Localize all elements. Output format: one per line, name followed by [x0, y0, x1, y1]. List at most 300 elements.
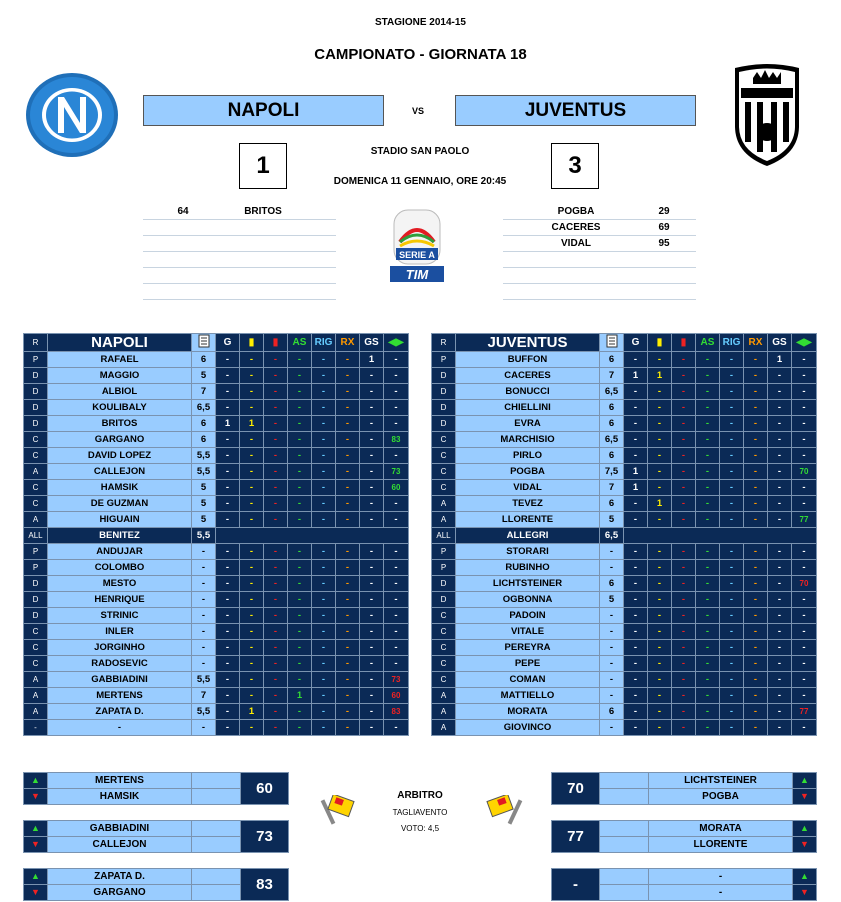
player-assists: -	[288, 480, 312, 496]
player-red: -	[672, 432, 696, 448]
player-goals: -	[624, 544, 648, 560]
player-name: STRINIC	[48, 608, 192, 624]
away-players-table	[431, 333, 817, 736]
player-row	[24, 416, 409, 432]
player-name: GABBIADINI	[48, 672, 192, 688]
player-role: D	[432, 416, 456, 432]
player-penalties: -	[720, 416, 744, 432]
player-sub-minute: -	[384, 544, 409, 560]
player-goals-conceded: -	[360, 624, 384, 640]
player-yellow: -	[240, 400, 264, 416]
player-goals: -	[216, 720, 240, 736]
player-assists: -	[288, 512, 312, 528]
player-role: P	[432, 544, 456, 560]
player-goals-conceded: -	[360, 608, 384, 624]
player-penalties: -	[720, 592, 744, 608]
player-sub-minute: -	[384, 576, 409, 592]
player-assists: 1	[288, 688, 312, 704]
player-vote: 6	[192, 416, 216, 432]
player-row	[24, 368, 409, 384]
player-goals: -	[216, 384, 240, 400]
player-name: TEVEZ	[456, 496, 600, 512]
sub-out-player: HAMSIK	[48, 789, 192, 805]
player-red: -	[264, 512, 288, 528]
player-vote: 7	[192, 688, 216, 704]
player-red: -	[264, 672, 288, 688]
sub-out-player: LLORENTE	[649, 837, 793, 853]
player-sub-minute: -	[384, 352, 409, 368]
player-row	[24, 448, 409, 464]
notepad-icon	[606, 340, 618, 351]
coach-vote: 5,5	[192, 528, 216, 544]
player-sub-minute: -	[384, 448, 409, 464]
player-missed-penalties: -	[744, 464, 768, 480]
player-sub-minute: -	[792, 656, 817, 672]
scorer-minute: 64	[177, 206, 189, 217]
player-missed-penalties: -	[336, 672, 360, 688]
player-row	[432, 496, 817, 512]
player-yellow: -	[240, 640, 264, 656]
juventus-crest-icon	[731, 62, 803, 168]
player-penalties: -	[312, 688, 336, 704]
player-row	[432, 656, 817, 672]
player-goals-conceded: -	[360, 688, 384, 704]
player-name: INLER	[48, 624, 192, 640]
player-name: BUFFON	[456, 352, 600, 368]
player-name: RAFAEL	[48, 352, 192, 368]
team-header: NAPOLI	[48, 334, 192, 352]
player-name: HIGUAIN	[48, 512, 192, 528]
coach-name: BENITEZ	[48, 528, 192, 544]
player-vote: -	[192, 544, 216, 560]
player-name: JORGINHO	[48, 640, 192, 656]
player-goals-conceded: -	[360, 480, 384, 496]
sub-spacer	[600, 885, 649, 901]
player-assists: -	[696, 640, 720, 656]
player-name: MORATA	[456, 704, 600, 720]
player-goals-conceded: -	[768, 592, 792, 608]
player-goals-conceded: -	[768, 384, 792, 400]
player-vote: 6,5	[600, 384, 624, 400]
player-penalties: -	[720, 544, 744, 560]
player-assists: -	[696, 608, 720, 624]
player-vote: 6,5	[192, 400, 216, 416]
player-role: P	[432, 352, 456, 368]
player-name: POGBA	[456, 464, 600, 480]
player-yellow: -	[648, 448, 672, 464]
player-role: D	[432, 400, 456, 416]
player-vote: 5	[192, 496, 216, 512]
player-vote: 6,5	[600, 432, 624, 448]
player-yellow: -	[240, 672, 264, 688]
player-row	[432, 352, 817, 368]
player-penalties: -	[312, 512, 336, 528]
sub-in-player: -	[649, 869, 793, 885]
player-penalties: -	[312, 672, 336, 688]
sub-spacer	[192, 837, 241, 853]
yellow-card-header: ▮	[240, 334, 264, 352]
player-yellow: -	[240, 688, 264, 704]
player-goals-conceded: -	[360, 432, 384, 448]
player-row	[24, 624, 409, 640]
player-goals-conceded: 1	[768, 352, 792, 368]
player-goals-conceded: -	[360, 496, 384, 512]
player-vote: 5	[192, 368, 216, 384]
player-sub-minute: -	[384, 512, 409, 528]
player-role: D	[24, 592, 48, 608]
sub-in-player: ZAPATA D.	[48, 869, 192, 885]
player-penalties: -	[720, 608, 744, 624]
player-name: CALLEJON	[48, 464, 192, 480]
player-yellow: -	[240, 608, 264, 624]
player-penalties: -	[720, 352, 744, 368]
sub-in-arrow-icon: ▲	[24, 773, 48, 789]
player-assists: -	[696, 688, 720, 704]
player-assists: -	[696, 656, 720, 672]
player-row	[432, 384, 817, 400]
player-penalties: -	[720, 656, 744, 672]
player-red: -	[672, 720, 696, 736]
sub-out-arrow-icon: ▼	[24, 837, 48, 853]
player-sub-minute: -	[792, 592, 817, 608]
player-missed-penalties: -	[336, 592, 360, 608]
player-penalties: -	[312, 448, 336, 464]
player-role: P	[24, 352, 48, 368]
player-yellow: -	[648, 624, 672, 640]
player-goals: -	[624, 432, 648, 448]
player-row	[24, 592, 409, 608]
player-missed-penalties: -	[336, 416, 360, 432]
player-red: -	[672, 496, 696, 512]
player-vote: 5,5	[192, 704, 216, 720]
player-vote: 7	[192, 384, 216, 400]
notepad-icon	[198, 340, 210, 351]
player-goals: -	[624, 416, 648, 432]
player-vote: 5,5	[192, 464, 216, 480]
sub-minute: -	[552, 869, 600, 901]
player-goals: 1	[216, 416, 240, 432]
player-goals-conceded: -	[768, 672, 792, 688]
player-missed-penalties: -	[744, 640, 768, 656]
player-assists: -	[696, 464, 720, 480]
player-missed-penalties: -	[336, 688, 360, 704]
coach-row	[24, 528, 409, 544]
player-goals: -	[624, 672, 648, 688]
player-sub-minute: 83	[384, 432, 409, 448]
player-missed-penalties: -	[336, 656, 360, 672]
player-goals: -	[216, 576, 240, 592]
player-goals: -	[216, 368, 240, 384]
player-penalties: -	[312, 416, 336, 432]
sub-spacer	[192, 885, 241, 901]
scorer-row	[503, 252, 696, 268]
player-name: RUBINHO	[456, 560, 600, 576]
player-assists: -	[288, 368, 312, 384]
player-red: -	[264, 448, 288, 464]
player-assists: -	[696, 384, 720, 400]
player-red: -	[264, 416, 288, 432]
player-penalties: -	[312, 384, 336, 400]
player-role: C	[24, 432, 48, 448]
player-row	[432, 608, 817, 624]
player-sub-minute: -	[792, 544, 817, 560]
coach-role: ALL	[432, 528, 456, 544]
player-goals-conceded: 1	[360, 352, 384, 368]
player-assists: -	[288, 432, 312, 448]
player-goals-conceded: -	[360, 512, 384, 528]
player-name: GIOVINCO	[456, 720, 600, 736]
player-vote: 6	[192, 352, 216, 368]
player-goals-conceded: -	[768, 688, 792, 704]
player-red: -	[264, 352, 288, 368]
player-penalties: -	[312, 640, 336, 656]
penalties-header: RIG	[720, 334, 744, 352]
player-red: -	[264, 640, 288, 656]
player-goals-conceded: -	[360, 384, 384, 400]
player-vote: -	[192, 640, 216, 656]
player-yellow: -	[648, 592, 672, 608]
player-penalties: -	[720, 368, 744, 384]
player-red: -	[672, 640, 696, 656]
player-assists: -	[288, 656, 312, 672]
player-assists: -	[696, 416, 720, 432]
player-name: MERTENS	[48, 688, 192, 704]
player-red: -	[672, 656, 696, 672]
player-missed-penalties: -	[336, 544, 360, 560]
player-goals-conceded: -	[768, 512, 792, 528]
player-goals-conceded: -	[360, 416, 384, 432]
player-role: D	[24, 608, 48, 624]
player-yellow: -	[648, 704, 672, 720]
player-assists: -	[288, 496, 312, 512]
player-assists: -	[288, 464, 312, 480]
player-yellow: -	[648, 384, 672, 400]
player-name: BRITOS	[48, 416, 192, 432]
player-name: COMAN	[456, 672, 600, 688]
goals-header: G	[216, 334, 240, 352]
player-goals-conceded: -	[768, 656, 792, 672]
player-assists: -	[288, 560, 312, 576]
player-role: C	[432, 624, 456, 640]
player-row	[432, 720, 817, 736]
scorer-name: BRITOS	[244, 206, 282, 217]
player-red: -	[672, 576, 696, 592]
player-sub-minute: -	[384, 416, 409, 432]
home-scorers-list	[143, 204, 336, 300]
player-sub-minute: -	[792, 352, 817, 368]
player-missed-penalties: -	[336, 640, 360, 656]
player-row	[432, 416, 817, 432]
player-penalties: -	[312, 720, 336, 736]
scorer-row	[143, 236, 336, 252]
player-role: A	[24, 688, 48, 704]
player-name: COLOMBO	[48, 560, 192, 576]
player-assists: -	[696, 448, 720, 464]
player-red: -	[264, 464, 288, 480]
player-name: -	[48, 720, 192, 736]
player-row	[24, 656, 409, 672]
player-sub-minute: 77	[792, 512, 817, 528]
player-red: -	[672, 544, 696, 560]
sub-out-player: -	[649, 885, 793, 901]
svg-text:SERIE A: SERIE A	[399, 250, 435, 260]
player-name: MARCHISIO	[456, 432, 600, 448]
team-header: JUVENTUS	[456, 334, 600, 352]
player-role: A	[432, 720, 456, 736]
player-yellow: -	[240, 384, 264, 400]
player-sub-minute: 60	[384, 688, 409, 704]
player-goals: 1	[624, 464, 648, 480]
player-goals-conceded: -	[768, 400, 792, 416]
player-missed-penalties: -	[336, 608, 360, 624]
player-sub-minute: -	[792, 560, 817, 576]
player-yellow: -	[240, 512, 264, 528]
player-yellow: -	[240, 624, 264, 640]
player-role: C	[24, 496, 48, 512]
player-goals: -	[216, 512, 240, 528]
player-goals: -	[216, 352, 240, 368]
player-missed-penalties: -	[744, 704, 768, 720]
player-yellow: -	[648, 480, 672, 496]
scorer-name: CACERES	[551, 222, 601, 233]
player-role: D	[432, 368, 456, 384]
player-goals: -	[624, 384, 648, 400]
player-row	[432, 544, 817, 560]
player-row	[432, 480, 817, 496]
player-role: C	[24, 624, 48, 640]
player-penalties: -	[312, 704, 336, 720]
player-red: -	[264, 560, 288, 576]
player-vote: -	[600, 688, 624, 704]
player-yellow: -	[240, 592, 264, 608]
scorer-row	[503, 220, 696, 236]
player-sub-minute: -	[384, 368, 409, 384]
player-goals-conceded: -	[768, 480, 792, 496]
player-red: -	[264, 368, 288, 384]
player-goals: -	[624, 656, 648, 672]
player-yellow: -	[240, 496, 264, 512]
player-row	[432, 624, 817, 640]
player-vote: -	[600, 720, 624, 736]
player-yellow: -	[648, 672, 672, 688]
player-penalties: -	[312, 480, 336, 496]
player-penalties: -	[720, 672, 744, 688]
player-red: -	[264, 656, 288, 672]
sub-out-player: GARGANO	[48, 885, 192, 901]
player-name: MESTO	[48, 576, 192, 592]
scorer-row	[143, 220, 336, 236]
player-sub-minute: -	[792, 368, 817, 384]
player-name: BONUCCI	[456, 384, 600, 400]
player-missed-penalties: -	[744, 656, 768, 672]
sub-spacer	[192, 789, 241, 805]
coach-row-filler	[624, 528, 817, 544]
player-yellow: 1	[648, 368, 672, 384]
player-assists: -	[288, 592, 312, 608]
player-role: C	[432, 608, 456, 624]
player-vote: 6	[600, 576, 624, 592]
player-missed-penalties: -	[744, 624, 768, 640]
sub-in-arrow-icon: ▲	[24, 869, 48, 885]
player-name: HENRIQUE	[48, 592, 192, 608]
match-date: DOMENICA 11 GENNAIO, ORE 20:45	[333, 176, 507, 187]
player-missed-penalties: -	[744, 384, 768, 400]
player-row	[432, 672, 817, 688]
sub-spacer	[600, 837, 649, 853]
player-name: RADOSEVIC	[48, 656, 192, 672]
player-role: D	[24, 400, 48, 416]
player-assists: -	[288, 720, 312, 736]
stadium-label: STADIO SAN PAOLO	[370, 146, 470, 157]
sub-out-arrow-icon: ▼	[24, 885, 48, 901]
player-sub-minute: -	[792, 496, 817, 512]
player-missed-penalties: -	[744, 368, 768, 384]
player-sub-minute: -	[792, 720, 817, 736]
player-role: D	[432, 576, 456, 592]
table-header-row	[432, 334, 817, 352]
player-role: P	[432, 560, 456, 576]
player-role: A	[432, 496, 456, 512]
player-name: EVRA	[456, 416, 600, 432]
penalties-header: RIG	[312, 334, 336, 352]
player-name: ANDUJAR	[48, 544, 192, 560]
goals-conceded-header: GS	[360, 334, 384, 352]
player-goals: -	[624, 704, 648, 720]
away-team-name: JUVENTUS	[455, 95, 696, 126]
role-header: R	[432, 334, 456, 352]
player-red: -	[672, 672, 696, 688]
player-vote: 7	[600, 480, 624, 496]
player-row	[432, 576, 817, 592]
player-goals-conceded: -	[360, 368, 384, 384]
player-role: A	[432, 512, 456, 528]
player-penalties: -	[312, 592, 336, 608]
player-name: ZAPATA D.	[48, 704, 192, 720]
coach-name: ALLEGRI	[456, 528, 600, 544]
player-name: KOULIBALY	[48, 400, 192, 416]
player-yellow: -	[240, 480, 264, 496]
player-name: STORARI	[456, 544, 600, 560]
player-goals-conceded: -	[360, 672, 384, 688]
sub-minute: 83	[241, 869, 289, 901]
player-role: A	[432, 688, 456, 704]
player-missed-penalties: -	[336, 480, 360, 496]
player-red: -	[264, 624, 288, 640]
player-role: D	[432, 592, 456, 608]
player-vote: 5	[600, 592, 624, 608]
player-row	[24, 640, 409, 656]
player-goals-conceded: -	[768, 432, 792, 448]
player-goals-conceded: -	[768, 368, 792, 384]
player-sub-minute: -	[384, 384, 409, 400]
player-vote: 5	[192, 480, 216, 496]
player-goals-conceded: -	[360, 592, 384, 608]
player-row	[432, 448, 817, 464]
player-assists: -	[696, 544, 720, 560]
player-role: C	[432, 448, 456, 464]
player-missed-penalties: -	[744, 448, 768, 464]
player-goals: -	[216, 432, 240, 448]
player-red: -	[672, 592, 696, 608]
player-vote: 6	[192, 432, 216, 448]
sub-minute: 60	[241, 773, 289, 805]
player-penalties: -	[312, 432, 336, 448]
player-red: -	[264, 704, 288, 720]
player-red: -	[672, 560, 696, 576]
player-assists: -	[696, 480, 720, 496]
player-row	[24, 512, 409, 528]
player-yellow: -	[648, 720, 672, 736]
